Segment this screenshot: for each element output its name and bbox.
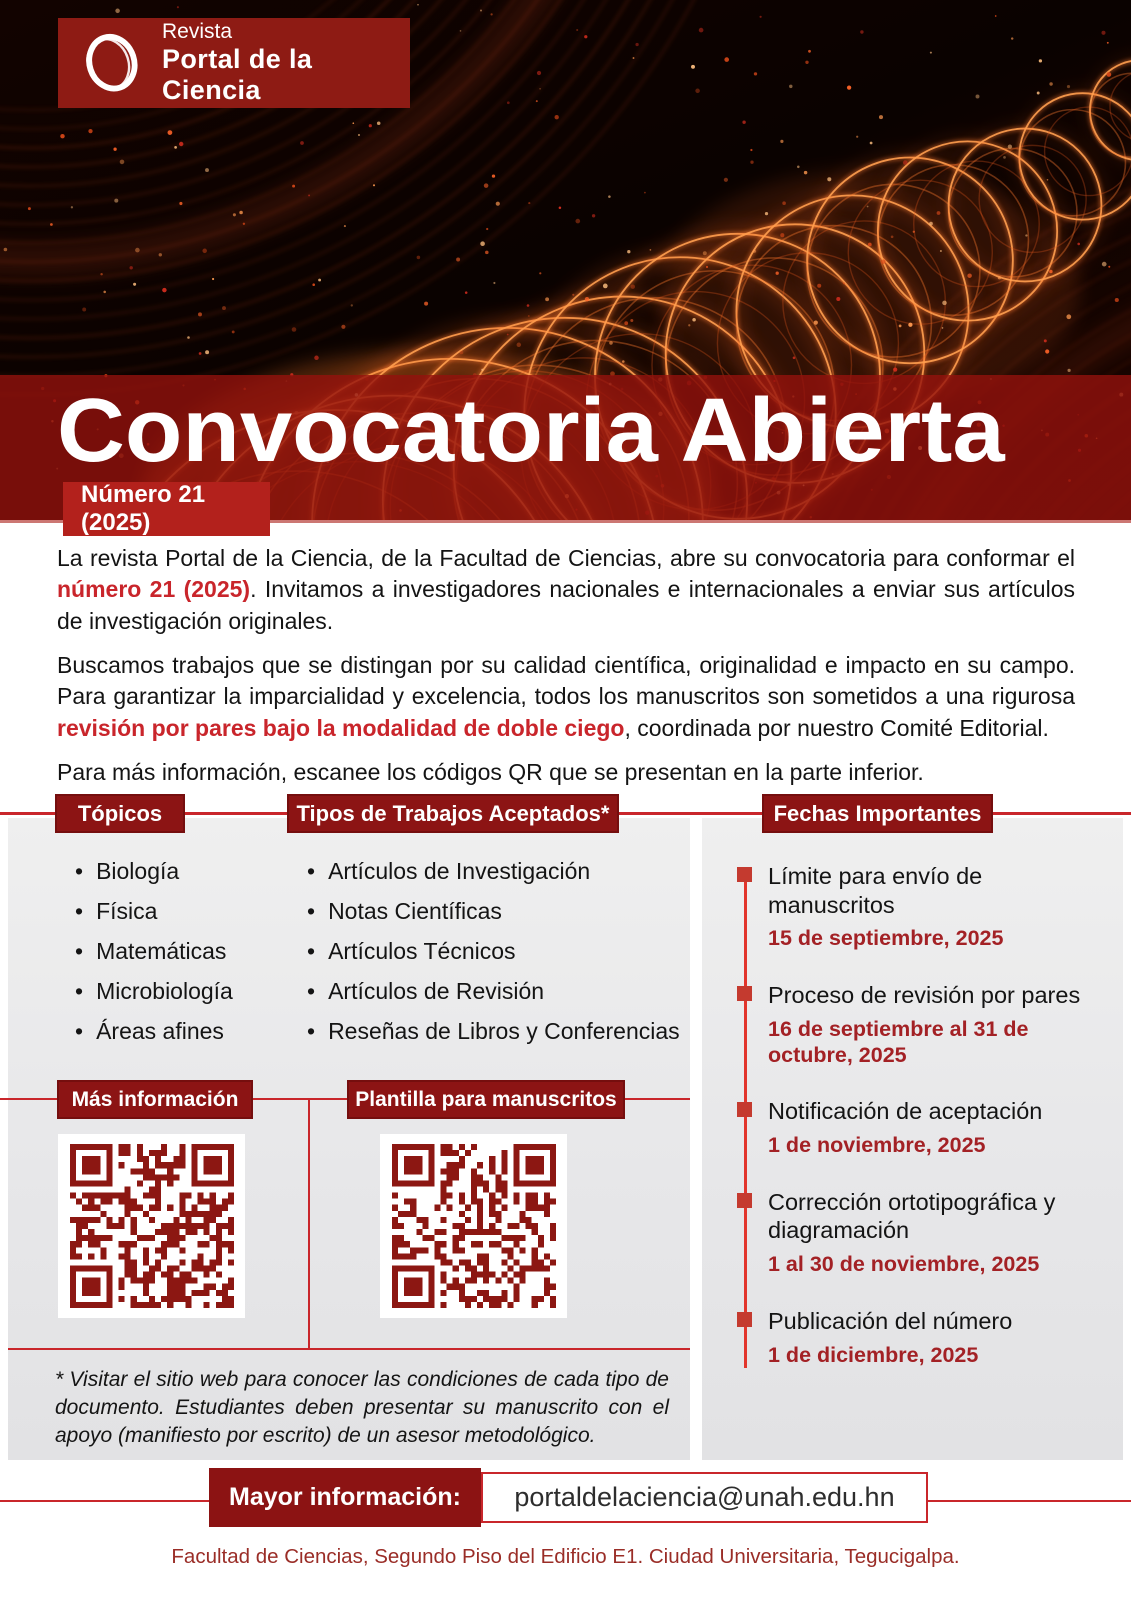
timeline-item bbox=[768, 1097, 1100, 1158]
timeline-item-label: Notificación de aceptación bbox=[768, 1098, 1043, 1125]
more-info-header: Más información bbox=[57, 1080, 253, 1119]
p2-text: Buscamos trabajos que se distingan por su calidad científica, originalidad e impacto en su campo. Para garantizar la imparcialidad y excelencia, todos los manuscritos son sometidos a una rigurosa bbox=[57, 652, 1075, 710]
topic-item: • Matemáticas bbox=[75, 938, 233, 965]
timeline-item bbox=[768, 981, 1100, 1068]
topic-item: • Áreas afines bbox=[75, 1018, 233, 1045]
issue-badge: Número 21 (2025) bbox=[63, 482, 270, 536]
timeline-item bbox=[768, 1307, 1100, 1368]
timeline-item-date: 1 de diciembre, 2025 bbox=[768, 1342, 979, 1367]
qr-bottom-line bbox=[8, 1348, 690, 1350]
important-dates-timeline bbox=[768, 862, 1100, 1397]
work-types-list bbox=[307, 858, 680, 1058]
p2-text-after: , coordinada por nuestro Comité Editorial. bbox=[624, 714, 1049, 741]
more-info-qr-code[interactable] bbox=[70, 1144, 234, 1308]
timeline-item bbox=[768, 862, 1100, 952]
journal-logo bbox=[58, 18, 410, 108]
important-dates-header: Fechas Importantes bbox=[762, 794, 993, 833]
timeline-item-date: 16 de septiembre al 31 de octubre, 2025 bbox=[768, 1016, 1029, 1067]
timeline-item-date: 1 al 30 de noviembre, 2025 bbox=[768, 1252, 1040, 1277]
page-title: Convocatoria Abierta bbox=[57, 381, 1005, 481]
p1-highlight: número 21 (2025) bbox=[57, 576, 251, 603]
intro-paragraph-1 bbox=[57, 543, 1075, 637]
journal-name-bottom: Portal de la Ciencia bbox=[162, 44, 313, 106]
manuscript-template-qr[interactable] bbox=[380, 1134, 567, 1318]
journal-name bbox=[162, 20, 410, 106]
timeline-item bbox=[768, 1188, 1100, 1278]
contact-label: Mayor información: bbox=[209, 1468, 481, 1527]
topic-item: • Biología bbox=[75, 858, 233, 885]
topic-item: • Microbiología bbox=[75, 978, 233, 1005]
more-info-qr[interactable] bbox=[58, 1134, 245, 1318]
journal-name-top: Revista bbox=[162, 19, 233, 43]
work-type-item: • Artículos de Revisión bbox=[307, 978, 680, 1005]
contact-email[interactable]: portaldelaciencia@unah.edu.hn bbox=[481, 1472, 928, 1523]
hero-banner bbox=[0, 0, 1131, 536]
timeline-item-date: 1 de noviembre, 2025 bbox=[768, 1133, 986, 1158]
p1-text-after: . Invitamos a investigadores nacionales e internacionales a enviar sus artículos de investigación originales. bbox=[57, 576, 1075, 634]
footnote: * Visitar el sitio web para conocer las condiciones de cada tipo de documento. Estudiantes deben presentar su manuscrito con el apoyo (manifiesto por escrito) de un asesor metodológico. bbox=[55, 1368, 669, 1447]
topics-list bbox=[75, 858, 233, 1058]
timeline-item-label: Límite para envío de manuscritos bbox=[768, 863, 983, 918]
p1-text: La revista Portal de la Ciencia, de la Facultad de Ciencias, abre su convocatoria para conformar el bbox=[57, 545, 1075, 571]
work-type-item: • Reseñas de Libros y Conferencias bbox=[307, 1018, 680, 1045]
manuscript-template-qr-code[interactable] bbox=[392, 1144, 556, 1308]
work-type-item: • Artículos Técnicos bbox=[307, 938, 680, 965]
portal-ring-icon bbox=[80, 32, 142, 94]
timeline-item-date: 15 de septiembre, 2025 bbox=[768, 926, 1004, 951]
manuscript-template-header: Plantilla para manuscritos bbox=[347, 1080, 625, 1119]
p2-highlight: revisión por pares bajo la modalidad de doble ciego bbox=[57, 714, 625, 741]
topic-item: • Física bbox=[75, 898, 233, 925]
work-type-item: • Notas Científicas bbox=[307, 898, 680, 925]
intro-paragraph-2 bbox=[57, 650, 1075, 744]
timeline-line bbox=[744, 874, 747, 1368]
timeline-item-label: Proceso de revisión por pares bbox=[768, 982, 1081, 1009]
work-types-header: Tipos de Trabajos Aceptados* bbox=[287, 794, 619, 833]
timeline-item-label: Publicación del número bbox=[768, 1307, 1013, 1334]
intro-paragraph-3: Para más información, escanee los códigos QR que se presentan en la parte inferior. bbox=[57, 759, 924, 785]
qr-divider-line bbox=[308, 1098, 310, 1350]
timeline-item-label: Corrección ortotipográfica y diagramación bbox=[768, 1188, 1056, 1244]
topics-header: Tópicos bbox=[55, 794, 185, 833]
work-type-item: • Artículos de Investigación bbox=[307, 858, 680, 885]
footer-address: Facultad de Ciencias, Segundo Piso del Edificio E1. Ciudad Universitaria, Tegucigalpa. bbox=[171, 1545, 960, 1568]
